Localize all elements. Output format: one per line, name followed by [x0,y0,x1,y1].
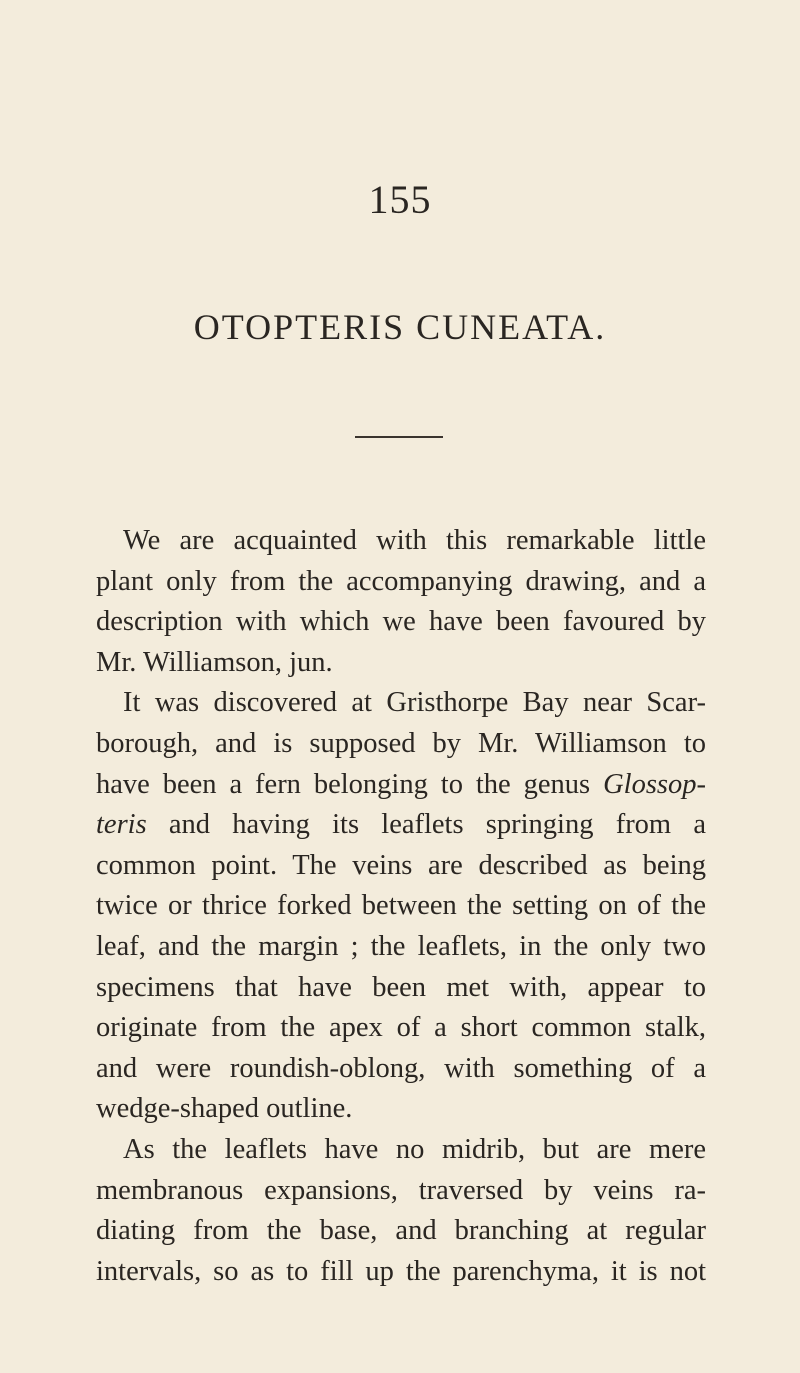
text-line: twice or thrice forked between the setting on of the [96,890,706,922]
page-title: OTOPTERIS CUNEATA. [193,307,607,347]
text-line: description with which we have been favoured by [96,606,706,638]
text-line: As the leaflets have no midrib, but are mere [123,1133,706,1165]
text-line [96,805,706,846]
text-segment: and having its leaflets springing from a [146,809,706,841]
text-line: leaf, and the margin ; the leaflets, in the only two [96,930,706,962]
text-line: borough, and is supposed by Mr. Williamson to [96,727,706,759]
page-number: 155 [368,177,432,222]
text-line: We are acquainted with this remarkable little [123,525,706,556]
text-line: membranous expansions, traversed by veins ra- [96,1174,706,1206]
text-line: specimens that have been met with, appear to [96,971,706,1003]
text-line: wedge-shaped outline. [96,1093,353,1125]
italic-genus-name: teris [96,809,147,841]
text-line: intervals, so as to fill up the parenchyma, it is not [96,1255,706,1287]
body-text [96,521,706,1292]
italic-genus-name: Glossop- [603,768,706,800]
text-line: diating from the base, and branching at regular [96,1215,706,1247]
text-line: common point. The veins are described as being [96,849,706,881]
text-line: It was discovered at Gristhorpe Bay near Scar- [123,687,706,719]
text-line [96,765,706,806]
text-line: originate from the apex of a short common stalk, [96,1012,706,1044]
text-segment: have been a fern belonging to the genus [96,768,604,800]
text-line: plant only from the accompanying drawing, and a [96,565,706,597]
text-line: Mr. Williamson, jun. [96,646,333,678]
title-divider [355,436,443,438]
text-line: and were roundish-oblong, with something of a [96,1052,706,1084]
